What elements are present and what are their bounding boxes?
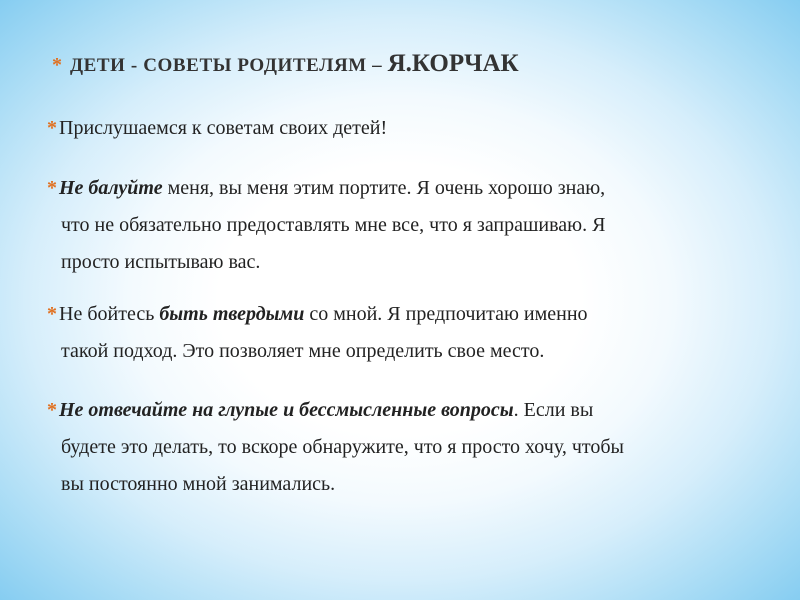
paragraph-3 bbox=[47, 296, 767, 370]
emphasis-text: Не отвечайте на глупые и бессмысленные вопросы bbox=[59, 399, 514, 421]
paragraph-text: меня, вы меня этим портите. Я очень хорошо знаю, bbox=[162, 177, 606, 199]
paragraph-line: будете это делать, то вскоре обнаружите, что я просто хочу, чтобы bbox=[61, 436, 624, 458]
paragraph-line: что не обязательно предоставлять мне все, что я запрашиваю. Я bbox=[61, 214, 606, 236]
paragraph-line: просто испытываю вас. bbox=[61, 251, 261, 273]
emphasis-text: Не балуйте bbox=[59, 177, 163, 199]
title-main: ДЕТИ - СОВЕТЫ РОДИТЕЛЯМ – bbox=[69, 55, 383, 76]
paragraph-line: вы постоянно мной занимались. bbox=[61, 473, 336, 495]
title-author: Я.КОРЧАК bbox=[387, 50, 519, 77]
paragraph-text: со мной. Я предпочитаю именно bbox=[304, 303, 588, 325]
emphasis-text: быть твердыми bbox=[159, 303, 305, 325]
paragraph-text: Не бойтесь bbox=[59, 303, 160, 325]
slide-title bbox=[52, 50, 772, 78]
paragraph-1 bbox=[47, 110, 767, 147]
paragraph-4 bbox=[47, 392, 767, 503]
bullet-icon: * bbox=[47, 399, 57, 421]
paragraph-text: . Если вы bbox=[513, 399, 594, 421]
bullet-icon: * bbox=[47, 117, 57, 139]
bullet-icon: * bbox=[52, 54, 63, 76]
paragraph-text: Прислушаемся к советам своих детей! bbox=[59, 117, 388, 139]
paragraph-2 bbox=[47, 170, 767, 281]
paragraph-line: такой подход. Это позволяет мне определить свое место. bbox=[61, 340, 545, 362]
bullet-icon: * bbox=[47, 303, 57, 325]
bullet-icon: * bbox=[47, 177, 57, 199]
